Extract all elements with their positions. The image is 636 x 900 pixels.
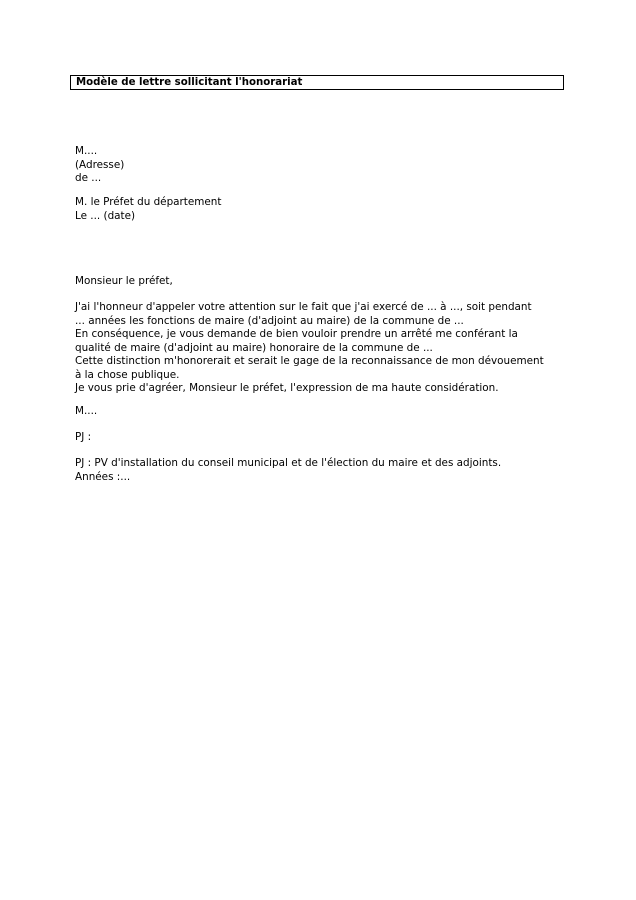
body-line: En conséquence, je vous demande de bien vouloir prendre un arrêté me conférant la (75, 328, 518, 340)
body-line: J'ai l'honneur d'appeler votre attention sur le fait que j'ai exercé de ... à ..., soit pendant (75, 301, 532, 313)
attachment-detail-block (75, 457, 575, 484)
recipient-addressee: M. le Préfet du département (75, 196, 222, 208)
recipient-block (75, 196, 575, 223)
sender-from: de ... (75, 172, 102, 184)
date-line: Le ... (date) (75, 209, 136, 222)
attachment-label: PJ : (75, 431, 92, 443)
signature-block (75, 405, 575, 419)
body-line: à la chose publique. (75, 368, 180, 381)
attachment-label-block (75, 431, 575, 445)
document-title: Modèle de lettre sollicitant l'honorariat (70, 75, 564, 90)
attachment-detail: PJ : PV d'installation du conseil municipal et de l'élection du maire et des adjoints. (75, 457, 502, 469)
body-line: Cette distinction m'honorerait et serait le gage de la reconnaissance de mon dévouement (75, 355, 544, 367)
sender-name: M.... (75, 145, 98, 157)
body-line: Je vous prie d'agréer, Monsieur le préfet, l'expression de ma haute considération. (75, 382, 499, 394)
salutation-text: Monsieur le préfet, (75, 275, 173, 287)
years-line: Années :... (75, 470, 131, 483)
body-line: qualité de maire (d'adjoint au maire) honoraire de la commune de ... (75, 341, 433, 354)
body-line: ... années les fonctions de maire (d'adjoint au maire) de la commune de ... (75, 314, 464, 327)
sender-block (75, 145, 575, 186)
sender-address: (Adresse) (75, 158, 125, 171)
salutation (75, 275, 575, 289)
letter-body (75, 301, 575, 396)
signature: M.... (75, 405, 98, 417)
